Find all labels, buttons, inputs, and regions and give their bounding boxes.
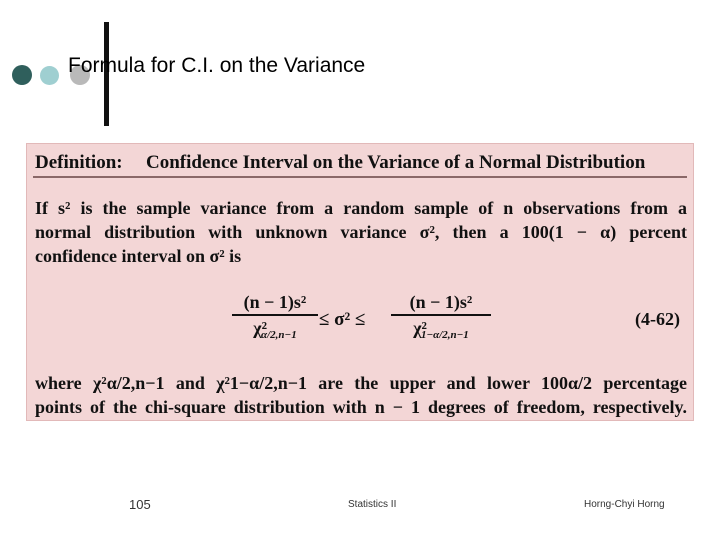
formula-inequality: ≤ σ² ≤ <box>319 309 366 330</box>
formula-left-numerator: (n − 1)s² <box>243 292 307 312</box>
closing-line-1: where χ²α/2,n−1 and χ²1−α/2,n−1 are the upper and lower 100α/2 percentage <box>35 373 687 393</box>
formula-right-denominator: $\chi^2_{1-\alpha/2,n-1}$ <box>413 318 469 341</box>
footer-course: Statistics II <box>348 499 397 510</box>
decor-dot-light <box>40 66 59 85</box>
formula-left-denominator: $\chi^2_{\alpha/2,n-1}$ <box>253 318 297 341</box>
formula-right-numerator: (n − 1)s² <box>409 292 473 312</box>
equation-number: (4-62) <box>635 309 680 329</box>
intro-line-1: If s² is the sample variance from a random sample of n observations from a <box>35 198 687 218</box>
definition-box <box>26 143 694 421</box>
page-number: 105 <box>129 497 151 512</box>
footer-author: Horng-Chyi Horng <box>584 499 665 510</box>
definition-label: Definition: <box>35 152 123 173</box>
intro-line-3: confidence interval on σ² is <box>35 246 242 266</box>
fraction-bar <box>232 314 318 316</box>
definition-header <box>33 148 687 178</box>
closing-line-2: points of the chi-square distribution with n − 1 degrees of freedom, respectively. <box>35 397 687 417</box>
formula-left-fraction <box>232 292 318 341</box>
slide-title: Formula for C.I. on the Variance <box>68 54 366 77</box>
formula-right-fraction <box>391 292 491 341</box>
decor-dot-dark <box>12 65 32 85</box>
definition-name: Confidence Interval on the Variance of a Normal Distribution <box>146 152 646 173</box>
fraction-bar <box>391 314 491 316</box>
intro-line-2: normal distribution with unknown variance σ², then a 100(1 − α) percent <box>35 222 687 242</box>
